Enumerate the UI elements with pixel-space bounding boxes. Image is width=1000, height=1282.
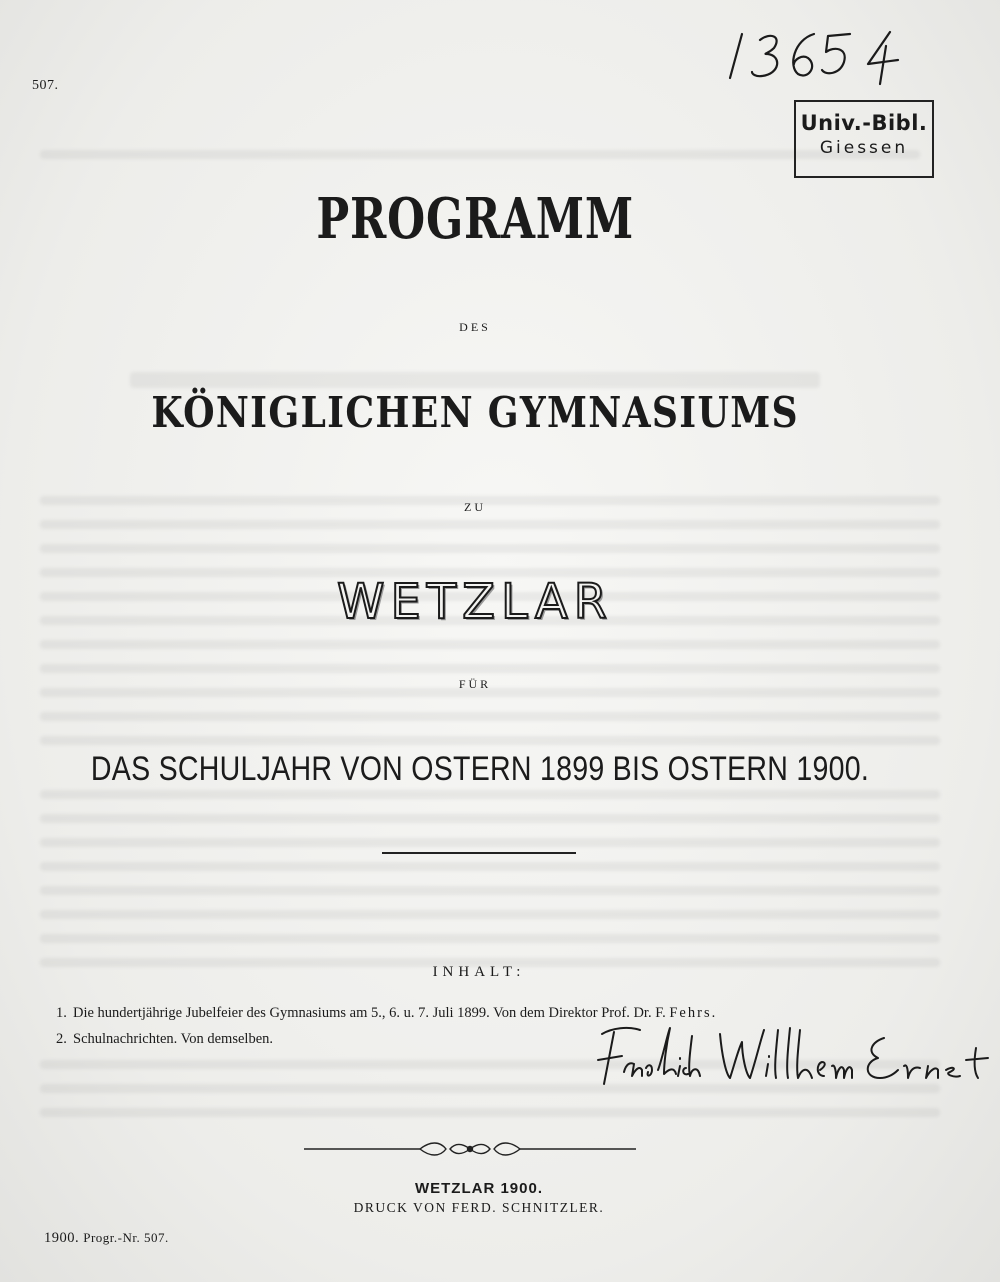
- title-connector-fuer: FÜR: [458, 677, 492, 691]
- contents-heading: INHALT:: [432, 964, 526, 980]
- decorative-ornament-rule: [300, 1137, 640, 1161]
- contents-item-text: Schulnachrichten. Von demselben.: [73, 1031, 274, 1047]
- stamp-library-name: Univ.-Bibl.: [800, 111, 928, 135]
- city-name: WETZLAR: [336, 574, 614, 630]
- handwritten-signature: [588, 1012, 1000, 1112]
- document-title: PROGRAMM: [316, 186, 635, 252]
- title-connector-des: DES: [459, 320, 491, 334]
- contents-item-text: Die hundertjährige Jubelfeier des Gymnasiums am 5., 6. u. 7. Juli 1899. Von dem Direktor Prof. Dr. F.: [73, 1005, 670, 1021]
- library-stamp: [794, 100, 934, 178]
- footer-program-number: Progr.-Nr. 507.: [83, 1230, 169, 1245]
- imprint-printer: DRUCK VON FERD. SCHNITZLER.: [353, 1200, 605, 1215]
- title-connector-zu: ZU: [464, 500, 486, 514]
- page-number: 507.: [32, 78, 59, 93]
- stamp-city: Giessen: [819, 138, 909, 158]
- contents-item-number: 1.: [56, 1005, 67, 1021]
- school-year-period: DAS SCHULJAHR VON OSTERN 1899 BIS OSTERN 1900.: [90, 750, 870, 788]
- footer-year: 1900.: [44, 1230, 80, 1246]
- divider-rule: [382, 852, 576, 854]
- footer-program-info: [44, 1230, 169, 1247]
- handwritten-catalog-number: [722, 20, 902, 90]
- institution-name: KÖNIGLICHEN GYMNASIUMS: [151, 388, 799, 437]
- imprint-place-year: WETZLAR 1900.: [414, 1180, 544, 1197]
- contents-item-author: Fehrs.: [669, 1005, 718, 1021]
- contents-item-number: 2.: [56, 1031, 67, 1047]
